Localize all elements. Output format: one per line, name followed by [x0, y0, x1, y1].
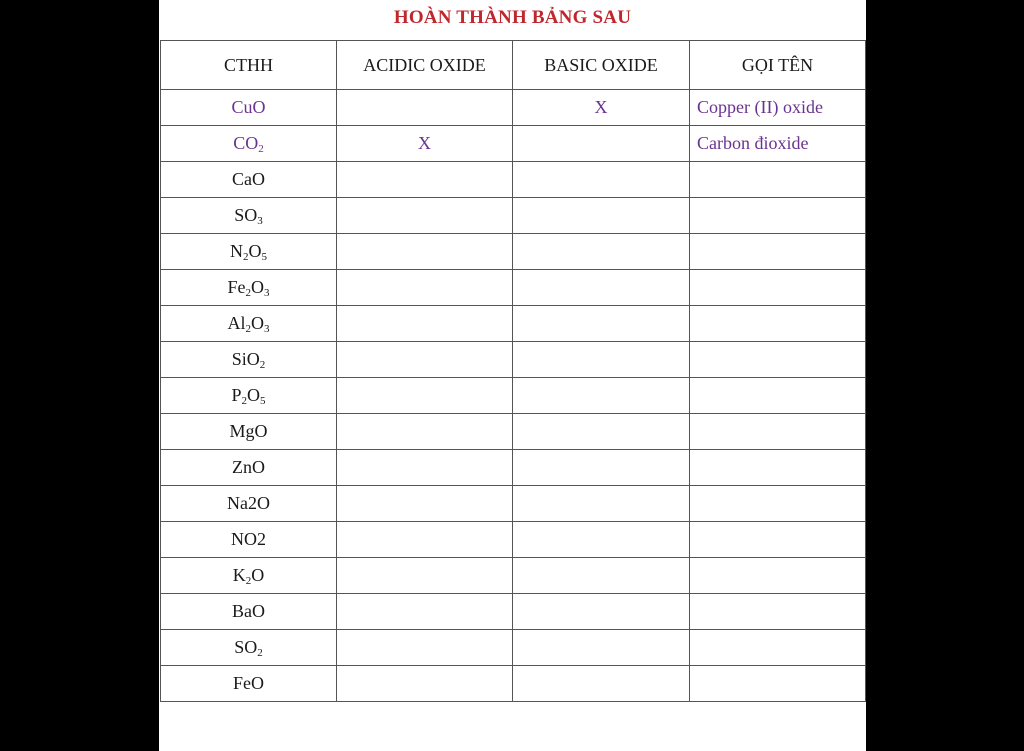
- header-acidic-oxide: ACIDIC OXIDE: [337, 41, 513, 90]
- acidic-oxide-cell[interactable]: X: [337, 126, 513, 162]
- basic-oxide-cell[interactable]: [513, 666, 690, 702]
- acidic-oxide-cell[interactable]: [337, 198, 513, 234]
- formula-cell: [161, 126, 337, 162]
- basic-oxide-cell[interactable]: [513, 162, 690, 198]
- name-cell[interactable]: [690, 162, 866, 198]
- basic-oxide-cell[interactable]: [513, 270, 690, 306]
- formula-text: O: [251, 565, 265, 585]
- oxide-table: [160, 40, 866, 702]
- acidic-oxide-cell[interactable]: [337, 90, 513, 126]
- formula-text: P: [231, 385, 242, 405]
- formula-cell: [161, 414, 337, 450]
- acidic-oxide-cell[interactable]: [337, 450, 513, 486]
- formula-text: NO2: [231, 529, 266, 549]
- basic-oxide-cell[interactable]: [513, 126, 690, 162]
- basic-oxide-cell[interactable]: [513, 198, 690, 234]
- formula-cell: [161, 198, 337, 234]
- formula-subscript: 2: [258, 143, 264, 155]
- formula-subscript: 5: [260, 395, 266, 407]
- acidic-oxide-cell[interactable]: [337, 594, 513, 630]
- formula-text: Al: [227, 313, 246, 333]
- basic-oxide-cell[interactable]: [513, 414, 690, 450]
- formula-cell: [161, 522, 337, 558]
- formula-subscript: 2: [245, 323, 251, 335]
- name-cell[interactable]: Copper (II) oxide: [690, 90, 866, 126]
- formula-cell: [161, 306, 337, 342]
- table-row: [161, 666, 866, 702]
- table-row: [161, 486, 866, 522]
- formula-text: SO: [234, 637, 258, 657]
- formula-subscript: 2: [241, 395, 247, 407]
- formula-subscript: 3: [264, 287, 270, 299]
- name-cell[interactable]: [690, 198, 866, 234]
- acidic-oxide-cell[interactable]: [337, 270, 513, 306]
- formula-text: SO: [234, 205, 258, 225]
- formula-text: BaO: [232, 601, 265, 621]
- formula-cell: [161, 270, 337, 306]
- name-cell[interactable]: [690, 414, 866, 450]
- formula-cell: [161, 666, 337, 702]
- formula-text: MgO: [229, 421, 268, 441]
- table-row: [161, 414, 866, 450]
- table-row: [161, 450, 866, 486]
- table-row: [161, 126, 866, 162]
- formula-subscript: 2: [259, 359, 266, 371]
- header-goi-ten: GỌI TÊN: [690, 41, 866, 90]
- formula-subscript: 2: [245, 287, 251, 299]
- acidic-oxide-cell[interactable]: [337, 630, 513, 666]
- acidic-oxide-cell[interactable]: [337, 234, 513, 270]
- basic-oxide-cell[interactable]: [513, 378, 690, 414]
- formula-text: Fe: [227, 277, 246, 297]
- formula-text: O: [247, 385, 260, 405]
- table-row: [161, 198, 866, 234]
- formula-cell: [161, 234, 337, 270]
- formula-cell: [161, 162, 337, 198]
- acidic-oxide-cell[interactable]: [337, 162, 513, 198]
- formula-text: N: [230, 241, 243, 261]
- header-cthh: CTHH: [161, 41, 337, 90]
- basic-oxide-cell[interactable]: [513, 630, 690, 666]
- formula-text: FeO: [233, 673, 264, 693]
- name-cell[interactable]: [690, 342, 866, 378]
- table-row: [161, 594, 866, 630]
- table-row: [161, 270, 866, 306]
- header-basic-oxide: BASIC OXIDE: [513, 41, 690, 90]
- formula-text: CuO: [231, 97, 266, 117]
- basic-oxide-cell[interactable]: X: [513, 90, 690, 126]
- formula-cell: [161, 594, 337, 630]
- name-cell[interactable]: [690, 378, 866, 414]
- formula-text: SiO: [231, 349, 260, 369]
- name-cell[interactable]: [690, 594, 866, 630]
- formula-subscript: 3: [264, 323, 270, 335]
- name-cell[interactable]: [690, 666, 866, 702]
- name-cell[interactable]: [690, 486, 866, 522]
- table-row: [161, 90, 866, 126]
- table-row: [161, 558, 866, 594]
- table-row: [161, 630, 866, 666]
- formula-cell: [161, 486, 337, 522]
- formula-text: ZnO: [232, 457, 265, 477]
- table-row: [161, 342, 866, 378]
- table-header-row: [161, 41, 866, 90]
- formula-subscript: 2: [243, 251, 249, 263]
- name-cell[interactable]: [690, 306, 866, 342]
- acidic-oxide-cell[interactable]: [337, 558, 513, 594]
- acidic-oxide-cell[interactable]: [337, 486, 513, 522]
- formula-cell: [161, 378, 337, 414]
- formula-subscript: 2: [245, 575, 252, 587]
- basic-oxide-cell[interactable]: [513, 450, 690, 486]
- formula-subscript: 5: [261, 251, 267, 263]
- name-cell[interactable]: [690, 630, 866, 666]
- name-cell[interactable]: [690, 450, 866, 486]
- formula-subscript: 2: [257, 647, 263, 659]
- formula-cell: [161, 450, 337, 486]
- basic-oxide-cell[interactable]: [513, 306, 690, 342]
- formula-cell: [161, 342, 337, 378]
- basic-oxide-cell[interactable]: [513, 486, 690, 522]
- acidic-oxide-cell[interactable]: [337, 378, 513, 414]
- basic-oxide-cell[interactable]: [513, 558, 690, 594]
- formula-cell: [161, 558, 337, 594]
- basic-oxide-cell[interactable]: [513, 522, 690, 558]
- formula-text: O: [251, 313, 264, 333]
- formula-cell: [161, 630, 337, 666]
- formula-text: K: [232, 565, 246, 585]
- formula-text: Na2O: [227, 493, 270, 513]
- table-row: [161, 162, 866, 198]
- page-title: HOÀN THÀNH BẢNG SAU: [393, 7, 632, 28]
- acidic-oxide-cell[interactable]: [337, 666, 513, 702]
- basic-oxide-cell[interactable]: [513, 594, 690, 630]
- formula-text: O: [251, 277, 264, 297]
- table-row: [161, 522, 866, 558]
- formula-subscript: 3: [257, 215, 263, 227]
- table-row: [161, 306, 866, 342]
- name-cell[interactable]: [690, 234, 866, 270]
- name-cell[interactable]: Carbon đioxide: [690, 126, 866, 162]
- formula-cell: [161, 90, 337, 126]
- basic-oxide-cell[interactable]: [513, 342, 690, 378]
- name-cell[interactable]: [690, 558, 866, 594]
- acidic-oxide-cell[interactable]: [337, 522, 513, 558]
- basic-oxide-cell[interactable]: [513, 234, 690, 270]
- name-cell[interactable]: [690, 522, 866, 558]
- acidic-oxide-cell[interactable]: [337, 306, 513, 342]
- formula-text: CO: [233, 133, 259, 153]
- formula-text: O: [248, 241, 262, 261]
- table-row: [161, 234, 866, 270]
- worksheet-page: [159, 0, 866, 751]
- formula-text: CaO: [232, 169, 265, 189]
- table-row: [161, 378, 866, 414]
- acidic-oxide-cell[interactable]: [337, 414, 513, 450]
- acidic-oxide-cell[interactable]: [337, 342, 513, 378]
- name-cell[interactable]: [690, 270, 866, 306]
